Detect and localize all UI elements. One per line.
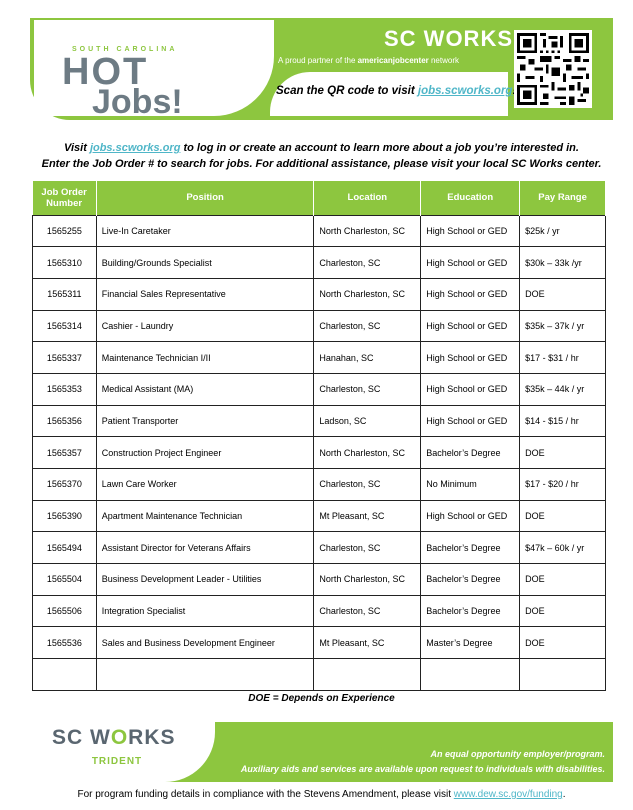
job-order-cell: 1565337	[33, 342, 97, 374]
pay-range-cell: DOE	[520, 564, 606, 596]
table-row	[33, 247, 606, 279]
intro-suffix: to log in or create an account to learn more about a job you’re interested in.	[180, 142, 579, 154]
funding-note	[30, 789, 613, 800]
qr-code-graphic	[517, 33, 589, 105]
education-cell: Bachelor’s Degree	[421, 437, 520, 469]
scan-link[interactable]: jobs.scworks.org	[417, 85, 513, 97]
location-cell: Charleston, SC	[314, 310, 421, 342]
education-cell	[421, 659, 520, 691]
table-row	[33, 659, 606, 691]
location-cell	[314, 659, 421, 691]
position-cell	[96, 659, 314, 691]
education-cell: High School or GED	[421, 405, 520, 437]
location-cell: North Charleston, SC	[314, 437, 421, 469]
education-cell: High School or GED	[421, 373, 520, 405]
partner-suffix: network	[428, 56, 459, 65]
location-cell: Charleston, SC	[314, 532, 421, 564]
table-row	[33, 215, 606, 247]
education-cell: High School or GED	[421, 342, 520, 374]
location-cell: North Charleston, SC	[314, 278, 421, 310]
job-order-cell: 1565353	[33, 373, 97, 405]
intro-prefix: Visit	[64, 142, 90, 154]
position-cell: Sales and Business Development Engineer	[96, 627, 314, 659]
doe-note: DOE = Depends on Experience	[248, 693, 395, 704]
position-cell: Assistant Director for Veterans Affairs	[96, 532, 314, 564]
pay-range-cell: DOE	[520, 437, 606, 469]
intro-line-1	[30, 140, 613, 156]
pay-range-cell: $25k / yr	[520, 215, 606, 247]
job-order-cell: 1565506	[33, 595, 97, 627]
table-row	[33, 532, 606, 564]
jobs-table	[32, 181, 606, 691]
location-cell: Charleston, SC	[314, 247, 421, 279]
table-row	[33, 405, 606, 437]
job-order-cell: 1565357	[33, 437, 97, 469]
pay-range-cell: $47k – 60k / yr	[520, 532, 606, 564]
sc-works-brand: SC WORKS	[384, 26, 513, 51]
table-row	[33, 373, 606, 405]
job-order-cell: 1565311	[33, 278, 97, 310]
education-cell: High School or GED	[421, 215, 520, 247]
partner-tagline	[278, 56, 459, 65]
header-education: Education	[421, 181, 520, 215]
location-cell: Ladson, SC	[314, 405, 421, 437]
pay-range-cell: $35k – 44k / yr	[520, 373, 606, 405]
eeo-line-2: Auxiliary aids and services are available upon request to individuals with disabilities.	[240, 764, 605, 774]
pay-range-cell: DOE	[520, 278, 606, 310]
partner-prefix: A proud partner of the	[278, 56, 358, 65]
location-cell: North Charleston, SC	[314, 215, 421, 247]
pay-range-cell: $17 - $20 / hr	[520, 469, 606, 501]
pay-range-cell	[520, 659, 606, 691]
funding-suffix: .	[562, 789, 566, 800]
education-cell: Bachelor’s Degree	[421, 564, 520, 596]
scan-qr-text	[276, 85, 516, 97]
scan-prefix: Scan the QR code to visit	[276, 85, 418, 97]
location-cell: Mt Pleasant, SC	[314, 500, 421, 532]
location-cell: Charleston, SC	[314, 373, 421, 405]
job-order-cell: 1565370	[33, 469, 97, 501]
table-row	[33, 564, 606, 596]
job-order-cell: 1565536	[33, 627, 97, 659]
qr-code[interactable]	[514, 30, 592, 108]
position-cell: Construction Project Engineer	[96, 437, 314, 469]
position-cell: Integration Specialist	[96, 595, 314, 627]
position-cell: Medical Assistant (MA)	[96, 373, 314, 405]
job-order-cell: 1565390	[33, 500, 97, 532]
intro-line-2: Enter the Job Order # to search for jobs. For additional assistance, please visit your local SC Works center.	[41, 158, 602, 170]
header-location: Location	[314, 181, 421, 215]
funding-prefix: For program funding details in compliance with the Stevens Amendment, please visit	[77, 789, 454, 800]
position-cell: Apartment Maintenance Technician	[96, 500, 314, 532]
eeo-line-1: An equal opportunity employer/program.	[430, 749, 605, 759]
education-cell: High School or GED	[421, 247, 520, 279]
header-pay-range: Pay Range	[520, 181, 606, 215]
table-row	[33, 278, 606, 310]
table-row	[33, 310, 606, 342]
table-row	[33, 500, 606, 532]
position-cell: Patient Transporter	[96, 405, 314, 437]
job-order-cell: 1565255	[33, 215, 97, 247]
job-order-cell: 1565314	[33, 310, 97, 342]
education-cell: High School or GED	[421, 278, 520, 310]
partner-brand: americanjobcenter	[357, 56, 429, 65]
table-row	[33, 437, 606, 469]
table-row	[33, 595, 606, 627]
table-body	[33, 215, 606, 690]
logo-hot-text: HOT	[62, 51, 149, 93]
education-cell: Bachelor’s Degree	[421, 595, 520, 627]
eeo-statement	[241, 747, 605, 777]
footer-logo-sc: SC W	[52, 726, 111, 749]
table-row	[33, 469, 606, 501]
education-cell: Bachelor’s Degree	[421, 532, 520, 564]
table-header-row	[33, 181, 606, 215]
job-order-cell: 1565494	[33, 532, 97, 564]
education-cell: High School or GED	[421, 500, 520, 532]
footer-logo-o: O	[110, 726, 129, 749]
footer-logo-rks: RKS	[128, 726, 176, 749]
location-cell: Charleston, SC	[314, 595, 421, 627]
location-cell: North Charleston, SC	[314, 564, 421, 596]
job-order-cell: 1565356	[33, 405, 97, 437]
pay-range-cell: DOE	[520, 595, 606, 627]
header-job-order: Job Order Number	[33, 181, 97, 215]
position-cell: Cashier - Laundry	[96, 310, 314, 342]
location-cell: Charleston, SC	[314, 469, 421, 501]
location-cell: Mt Pleasant, SC	[314, 627, 421, 659]
job-order-cell	[33, 659, 97, 691]
table-row	[33, 342, 606, 374]
intro-text	[30, 140, 613, 172]
education-cell: High School or GED	[421, 310, 520, 342]
logo-state-tag: SOUTH CAROLINA	[72, 46, 178, 53]
footer-sc-works-logo	[52, 726, 176, 750]
position-cell: Live-In Caretaker	[96, 215, 314, 247]
pay-range-cell: $35k – 37k / yr	[520, 310, 606, 342]
position-cell: Business Development Leader - Utilities	[96, 564, 314, 596]
education-cell: No Minimum	[421, 469, 520, 501]
hot-jobs-logo	[62, 46, 212, 120]
table-row	[33, 627, 606, 659]
job-order-cell: 1565310	[33, 247, 97, 279]
pay-range-cell: DOE	[520, 500, 606, 532]
job-order-cell: 1565504	[33, 564, 97, 596]
location-cell: Hanahan, SC	[314, 342, 421, 374]
position-cell: Financial Sales Representative	[96, 278, 314, 310]
pay-range-cell: DOE	[520, 627, 606, 659]
position-cell: Building/Grounds Specialist	[96, 247, 314, 279]
pay-range-cell: $17 - $31 / hr	[520, 342, 606, 374]
education-cell: Master’s Degree	[421, 627, 520, 659]
funding-link[interactable]: www.dew.sc.gov/funding	[453, 789, 563, 800]
position-cell: Maintenance Technician I/II	[96, 342, 314, 374]
footer-trident: TRIDENT	[91, 756, 143, 767]
position-cell: Lawn Care Worker	[96, 469, 314, 501]
pay-range-cell: $30k – 33k /yr	[520, 247, 606, 279]
pay-range-cell: $14 - $15 / hr	[520, 405, 606, 437]
logo-jobs-text: Jobs!	[92, 83, 183, 121]
intro-link[interactable]: jobs.scworks.org	[89, 142, 181, 154]
header-position: Position	[96, 181, 314, 215]
